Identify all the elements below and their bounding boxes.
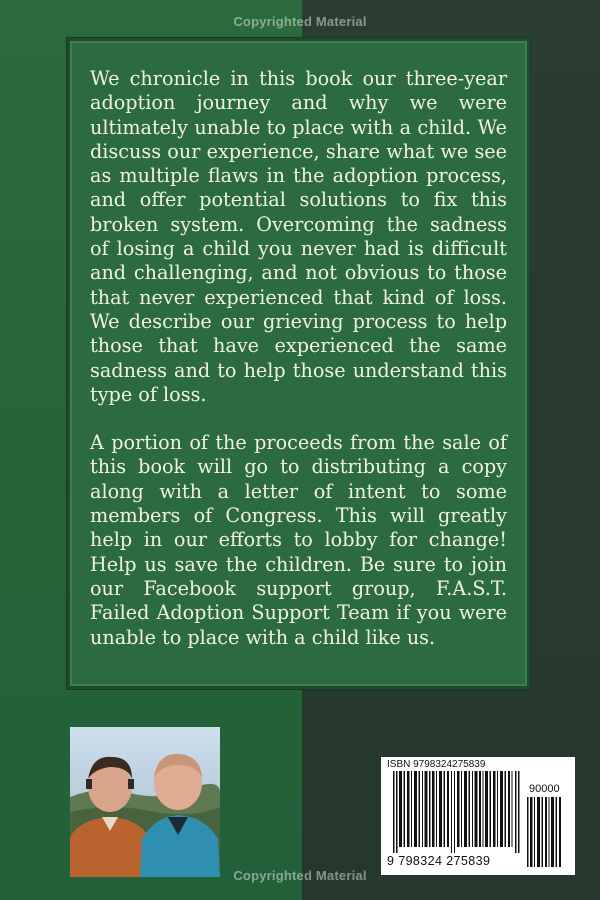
addon-barcode-bars [527,797,563,867]
barcode-addon-digits: 90000 [529,783,560,795]
blurb-text [90,67,507,650]
blurb-paragraph-2: A portion of the proceeds from the sale of this book will go to distributing a copy along with a letter of intent to some members of Congress. This will greatly help in our efforts to lobby for change! Help us save the children. Be sure to join our Facebook support group, F.A.S.T. Failed Adoption Support Team if you were unable to place with a child like us. [90,431,507,649]
blurb-box [67,38,530,689]
isbn-barcode [381,757,575,875]
ean-barcode-bars [391,771,523,853]
author-photo [70,727,220,877]
isbn-label: ISBN 9798324275839 [387,759,486,770]
author-photo-image [70,727,220,877]
blurb-paragraph-1: We chronicle in this book our three-year adoption journey and why we were ultimately unable to place with a child. We discuss our experience, share what we see as multiple flaws in the adoption process, and offer potential solutions to fix this broken system. Overcoming the sadness of losing a child you never had is difficult and challenging, and not obvious to those that never experienced that kind of loss. We describe our grieving process to help those that have experienced the same sadness and to help those understand this type of loss. [90,67,507,406]
watermark-bottom: Copyrighted Material [233,868,367,883]
watermark-top: Copyrighted Material [233,14,367,29]
isbn-human-readable: 9 798324 275839 [387,854,491,868]
